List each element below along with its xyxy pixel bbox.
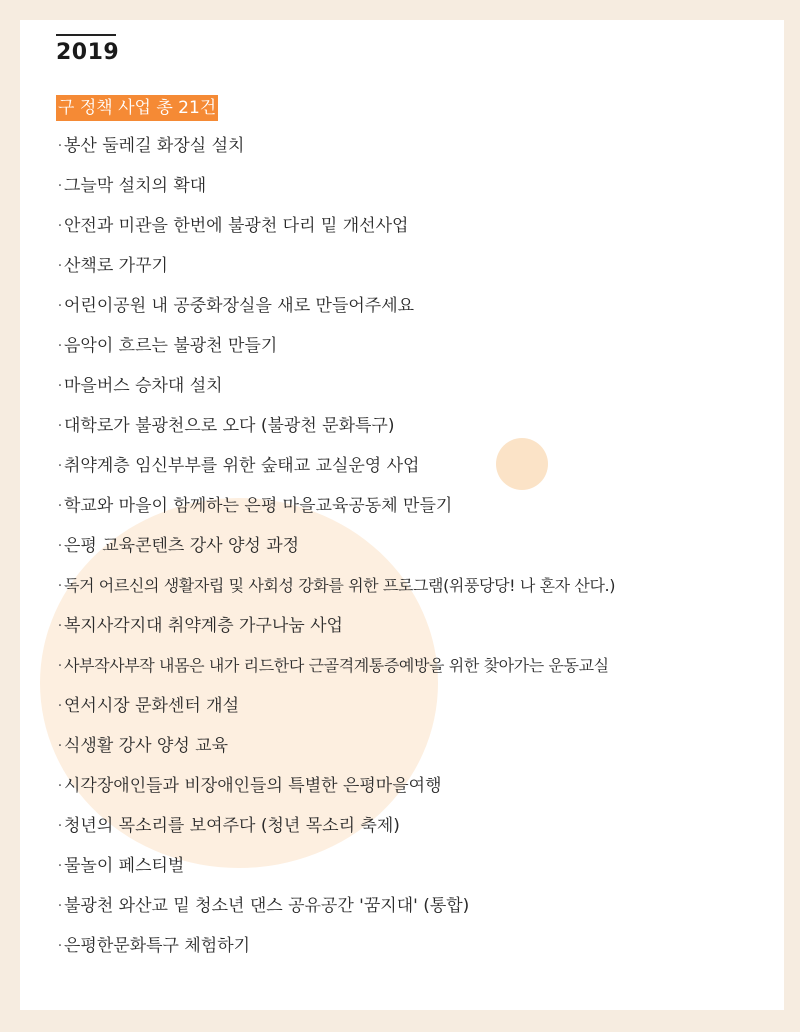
list-item bbox=[56, 606, 615, 646]
list-item-text: 그늘막 설치의 확대 bbox=[64, 176, 207, 196]
list-item-text: 청년의 목소리를 보여주다 (청년 목소리 축제) bbox=[64, 816, 400, 836]
bullet-dot: · bbox=[57, 938, 63, 954]
policy-items-list bbox=[56, 126, 615, 966]
list-item bbox=[56, 646, 615, 686]
list-item-text: 식생활 강사 양성 교육 bbox=[64, 736, 229, 756]
policy-list-section bbox=[20, 20, 784, 1010]
list-item bbox=[56, 886, 615, 926]
list-item bbox=[56, 286, 615, 326]
bullet-dot: · bbox=[57, 498, 63, 514]
list-item-text: 연서시장 문화센터 개설 bbox=[64, 696, 240, 716]
list-item bbox=[56, 926, 615, 966]
list-item bbox=[56, 166, 615, 206]
list-item bbox=[56, 766, 615, 806]
bullet-dot: · bbox=[57, 898, 63, 914]
list-item bbox=[56, 726, 615, 766]
list-item-text: 취약계층 임신부부를 위한 숲태교 교실운영 사업 bbox=[64, 456, 420, 476]
list-item bbox=[56, 446, 615, 486]
list-item bbox=[56, 566, 615, 606]
bullet-dot: · bbox=[57, 258, 63, 274]
list-item bbox=[56, 246, 615, 286]
bullet-dot: · bbox=[57, 658, 63, 674]
content-card bbox=[20, 20, 784, 1010]
list-item-text: 산책로 가꾸기 bbox=[64, 256, 168, 276]
list-item bbox=[56, 366, 615, 406]
list-item bbox=[56, 326, 615, 366]
list-item-text: 안전과 미관을 한번에 불광천 다리 밑 개선사업 bbox=[64, 216, 409, 236]
year-heading: 2019 bbox=[56, 40, 120, 65]
list-item-text: 복지사각지대 취약계층 가구나눔 사업 bbox=[64, 616, 343, 636]
list-item bbox=[56, 806, 615, 846]
list-item-text: 음악이 흐르는 불광천 만들기 bbox=[64, 336, 278, 356]
list-item-text: 어린이공원 내 공중화장실을 새로 만들어주세요 bbox=[64, 296, 415, 316]
bullet-dot: · bbox=[57, 458, 63, 474]
list-item-text: 대학로가 불광천으로 오다 (불광천 문화특구) bbox=[64, 416, 395, 436]
bullet-dot: · bbox=[57, 298, 63, 314]
year-underline bbox=[56, 34, 116, 36]
list-item-text: 은평한문화특구 체험하기 bbox=[64, 936, 251, 956]
bullet-dot: · bbox=[57, 698, 63, 714]
list-item-text: 마을버스 승차대 설치 bbox=[64, 376, 223, 396]
bullet-dot: · bbox=[57, 818, 63, 834]
list-item bbox=[56, 406, 615, 446]
list-item-text: 학교와 마을이 함께하는 은평 마을교육공동체 만들기 bbox=[64, 496, 453, 516]
list-item bbox=[56, 846, 615, 886]
list-item-text: 독거 어르신의 생활자립 및 사회성 강화를 위한 프로그램(위풍당당! 나 혼자 산다.) bbox=[64, 576, 616, 595]
bullet-dot: · bbox=[57, 778, 63, 794]
bullet-dot: · bbox=[57, 378, 63, 394]
bullet-dot: · bbox=[57, 338, 63, 354]
bullet-dot: · bbox=[57, 538, 63, 554]
list-item bbox=[56, 206, 615, 246]
list-item bbox=[56, 486, 615, 526]
list-item bbox=[56, 526, 615, 566]
bullet-dot: · bbox=[57, 138, 63, 154]
list-item-text: 봉산 둘레길 화장실 설치 bbox=[64, 136, 245, 156]
bullet-dot: · bbox=[57, 858, 63, 874]
bullet-dot: · bbox=[57, 418, 63, 434]
bullet-dot: · bbox=[57, 578, 63, 594]
bullet-dot: · bbox=[57, 618, 63, 634]
list-item-text: 시각장애인들과 비장애인들의 특별한 은평마을여행 bbox=[64, 776, 442, 796]
list-item-text: 물놀이 페스티벌 bbox=[64, 856, 185, 876]
section-label-highlight: 구 정책 사업 총 21건 bbox=[56, 95, 218, 121]
bullet-dot: · bbox=[57, 178, 63, 194]
list-item-text: 불광천 와산교 밑 청소년 댄스 공유공간 '꿈지대' (통합) bbox=[64, 896, 470, 916]
list-item-text: 은평 교육콘텐츠 강사 양성 과정 bbox=[64, 536, 300, 556]
bullet-dot: · bbox=[57, 218, 63, 234]
list-item-text: 사부작사부작 내몸은 내가 리드한다 근골격계통증예방을 위한 찾아가는 운동교실 bbox=[64, 656, 609, 675]
list-item bbox=[56, 686, 615, 726]
list-item bbox=[56, 126, 615, 166]
bullet-dot: · bbox=[57, 738, 63, 754]
